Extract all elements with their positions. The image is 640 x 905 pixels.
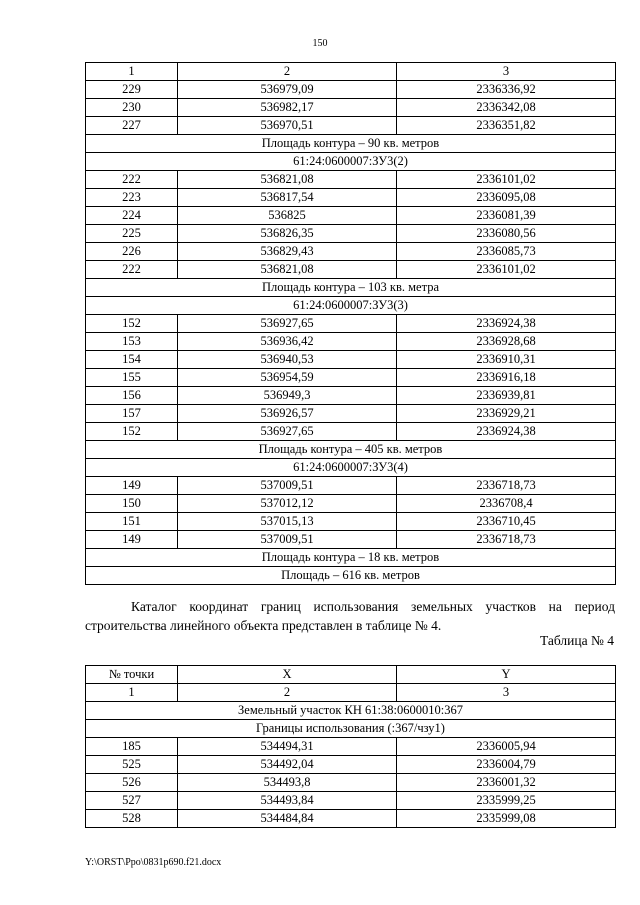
table-row <box>86 513 616 531</box>
x-coordinate-cell: X <box>178 666 397 684</box>
table-row <box>86 117 616 135</box>
x-coordinate-cell: 536954,59 <box>178 369 397 387</box>
y-coordinate-cell: 2336910,31 <box>397 351 616 369</box>
point-number-cell: 152 <box>86 315 178 333</box>
point-number-cell: 157 <box>86 405 178 423</box>
x-coordinate-cell: 536829,43 <box>178 243 397 261</box>
table-row <box>86 495 616 513</box>
table-body <box>86 666 616 828</box>
section-cell: Площадь контура – 405 кв. метров <box>86 441 616 459</box>
y-coordinate-cell: 2336081,39 <box>397 207 616 225</box>
section-cell: 61:24:0600007:ЗУ3(4) <box>86 459 616 477</box>
section-cell: Границы использования (:367/чзу1) <box>86 720 616 738</box>
point-number-cell: 149 <box>86 477 178 495</box>
section-row <box>86 135 616 153</box>
y-coordinate-cell: 2336924,38 <box>397 315 616 333</box>
table-caption: Таблица № 4 <box>540 633 614 648</box>
point-number-cell: 230 <box>86 99 178 117</box>
table-row <box>86 774 616 792</box>
coordinates-table-continued <box>85 62 616 585</box>
table-row <box>86 423 616 441</box>
y-coordinate-cell: 2336080,56 <box>397 225 616 243</box>
y-coordinate-cell: Y <box>397 666 616 684</box>
section-row <box>86 549 616 567</box>
point-number-cell: 150 <box>86 495 178 513</box>
x-coordinate-cell: 536826,35 <box>178 225 397 243</box>
section-cell: Площадь контура – 18 кв. метров <box>86 549 616 567</box>
table-row <box>86 738 616 756</box>
x-coordinate-cell: 534493,84 <box>178 792 397 810</box>
table-row <box>86 756 616 774</box>
table-row <box>86 387 616 405</box>
table-row <box>86 531 616 549</box>
y-coordinate-cell: 2336718,73 <box>397 477 616 495</box>
table-row <box>86 405 616 423</box>
y-coordinate-cell: 2336085,73 <box>397 243 616 261</box>
section-row <box>86 459 616 477</box>
y-coordinate-cell: 2336336,92 <box>397 81 616 99</box>
section-cell: Площадь контура – 90 кв. метров <box>86 135 616 153</box>
x-coordinate-cell: 536970,51 <box>178 117 397 135</box>
point-number-cell: 227 <box>86 117 178 135</box>
x-coordinate-cell: 536927,65 <box>178 315 397 333</box>
x-coordinate-cell: 537009,51 <box>178 531 397 549</box>
table-row <box>86 261 616 279</box>
catalog-paragraph: Каталог координат границ использования земельных участков на период строительства линейного объекта представлен в таблице № 4. <box>85 599 615 633</box>
x-coordinate-cell: 536936,42 <box>178 333 397 351</box>
x-coordinate-cell: 2 <box>178 684 397 702</box>
section-row <box>86 441 616 459</box>
point-number-cell: 1 <box>86 684 178 702</box>
usage-boundaries-table <box>85 665 616 828</box>
y-coordinate-cell: 2336708,4 <box>397 495 616 513</box>
section-row <box>86 279 616 297</box>
table-row <box>86 684 616 702</box>
section-cell: Площадь – 616 кв. метров <box>86 567 616 585</box>
section-row <box>86 567 616 585</box>
table-row <box>86 351 616 369</box>
y-coordinate-cell: 2336928,68 <box>397 333 616 351</box>
table-row <box>86 369 616 387</box>
point-number-cell: 152 <box>86 423 178 441</box>
x-coordinate-cell: 536926,57 <box>178 405 397 423</box>
point-number-cell: 223 <box>86 189 178 207</box>
section-row <box>86 297 616 315</box>
table-row <box>86 99 616 117</box>
y-coordinate-cell: 2336005,94 <box>397 738 616 756</box>
table-row <box>86 189 616 207</box>
section-row <box>86 702 616 720</box>
section-cell: Площадь контура – 103 кв. метра <box>86 279 616 297</box>
x-coordinate-cell: 534484,84 <box>178 810 397 828</box>
point-number-cell: 222 <box>86 171 178 189</box>
point-number-cell: 224 <box>86 207 178 225</box>
table-row <box>86 477 616 495</box>
section-cell: 61:24:0600007:ЗУ3(3) <box>86 297 616 315</box>
point-number-cell: 151 <box>86 513 178 531</box>
y-coordinate-cell: 2335999,08 <box>397 810 616 828</box>
y-coordinate-cell: 2336939,81 <box>397 387 616 405</box>
y-coordinate-cell: 2336004,79 <box>397 756 616 774</box>
y-coordinate-cell: 2336095,08 <box>397 189 616 207</box>
table-row <box>86 207 616 225</box>
point-number-cell: 149 <box>86 531 178 549</box>
x-coordinate-cell: 536821,08 <box>178 171 397 189</box>
y-coordinate-cell: 2336710,45 <box>397 513 616 531</box>
y-coordinate-cell: 2336101,02 <box>397 261 616 279</box>
y-coordinate-cell: 2336101,02 <box>397 171 616 189</box>
point-number-cell: 527 <box>86 792 178 810</box>
table-row <box>86 792 616 810</box>
page-number: 150 <box>312 38 328 49</box>
section-cell: Земельный участок КН 61:38:0600010:367 <box>86 702 616 720</box>
point-number-cell: 185 <box>86 738 178 756</box>
y-coordinate-cell: 2336001,32 <box>397 774 616 792</box>
y-coordinate-cell: 2336342,08 <box>397 99 616 117</box>
y-coordinate-cell: 2336929,21 <box>397 405 616 423</box>
section-row <box>86 153 616 171</box>
footer-file-path: Y:\ORST\Ppo\0831p690.f21.docx <box>85 857 222 868</box>
x-coordinate-cell: 536821,08 <box>178 261 397 279</box>
point-number-cell: 229 <box>86 81 178 99</box>
table-row <box>86 333 616 351</box>
point-number-cell: 156 <box>86 387 178 405</box>
x-coordinate-cell: 536979,09 <box>178 81 397 99</box>
y-coordinate-cell: 2336351,82 <box>397 117 616 135</box>
table-row <box>86 243 616 261</box>
y-coordinate-cell: 2335999,25 <box>397 792 616 810</box>
header-cell-x: 2 <box>178 63 397 81</box>
table-row <box>86 81 616 99</box>
y-coordinate-cell: 3 <box>397 684 616 702</box>
point-number-cell: № точки <box>86 666 178 684</box>
x-coordinate-cell: 534493,8 <box>178 774 397 792</box>
point-number-cell: 525 <box>86 756 178 774</box>
table-body <box>86 81 616 585</box>
point-number-cell: 526 <box>86 774 178 792</box>
x-coordinate-cell: 536982,17 <box>178 99 397 117</box>
section-row <box>86 720 616 738</box>
y-coordinate-cell: 2336916,18 <box>397 369 616 387</box>
y-coordinate-cell: 2336924,38 <box>397 423 616 441</box>
table-row <box>86 666 616 684</box>
x-coordinate-cell: 536927,65 <box>178 423 397 441</box>
point-number-cell: 528 <box>86 810 178 828</box>
table-header-row <box>86 63 616 81</box>
y-coordinate-cell: 2336718,73 <box>397 531 616 549</box>
x-coordinate-cell: 534492,04 <box>178 756 397 774</box>
x-coordinate-cell: 536949,3 <box>178 387 397 405</box>
point-number-cell: 155 <box>86 369 178 387</box>
point-number-cell: 225 <box>86 225 178 243</box>
table-row <box>86 171 616 189</box>
x-coordinate-cell: 536940,53 <box>178 351 397 369</box>
x-coordinate-cell: 534494,31 <box>178 738 397 756</box>
point-number-cell: 222 <box>86 261 178 279</box>
x-coordinate-cell: 537015,13 <box>178 513 397 531</box>
x-coordinate-cell: 537009,51 <box>178 477 397 495</box>
x-coordinate-cell: 536825 <box>178 207 397 225</box>
point-number-cell: 153 <box>86 333 178 351</box>
point-number-cell: 226 <box>86 243 178 261</box>
table-row <box>86 315 616 333</box>
table-row <box>86 225 616 243</box>
point-number-cell: 154 <box>86 351 178 369</box>
x-coordinate-cell: 536817,54 <box>178 189 397 207</box>
table-row <box>86 810 616 828</box>
x-coordinate-cell: 537012,12 <box>178 495 397 513</box>
header-cell-y: 3 <box>397 63 616 81</box>
header-cell-point: 1 <box>86 63 178 81</box>
section-cell: 61:24:0600007:ЗУ3(2) <box>86 153 616 171</box>
